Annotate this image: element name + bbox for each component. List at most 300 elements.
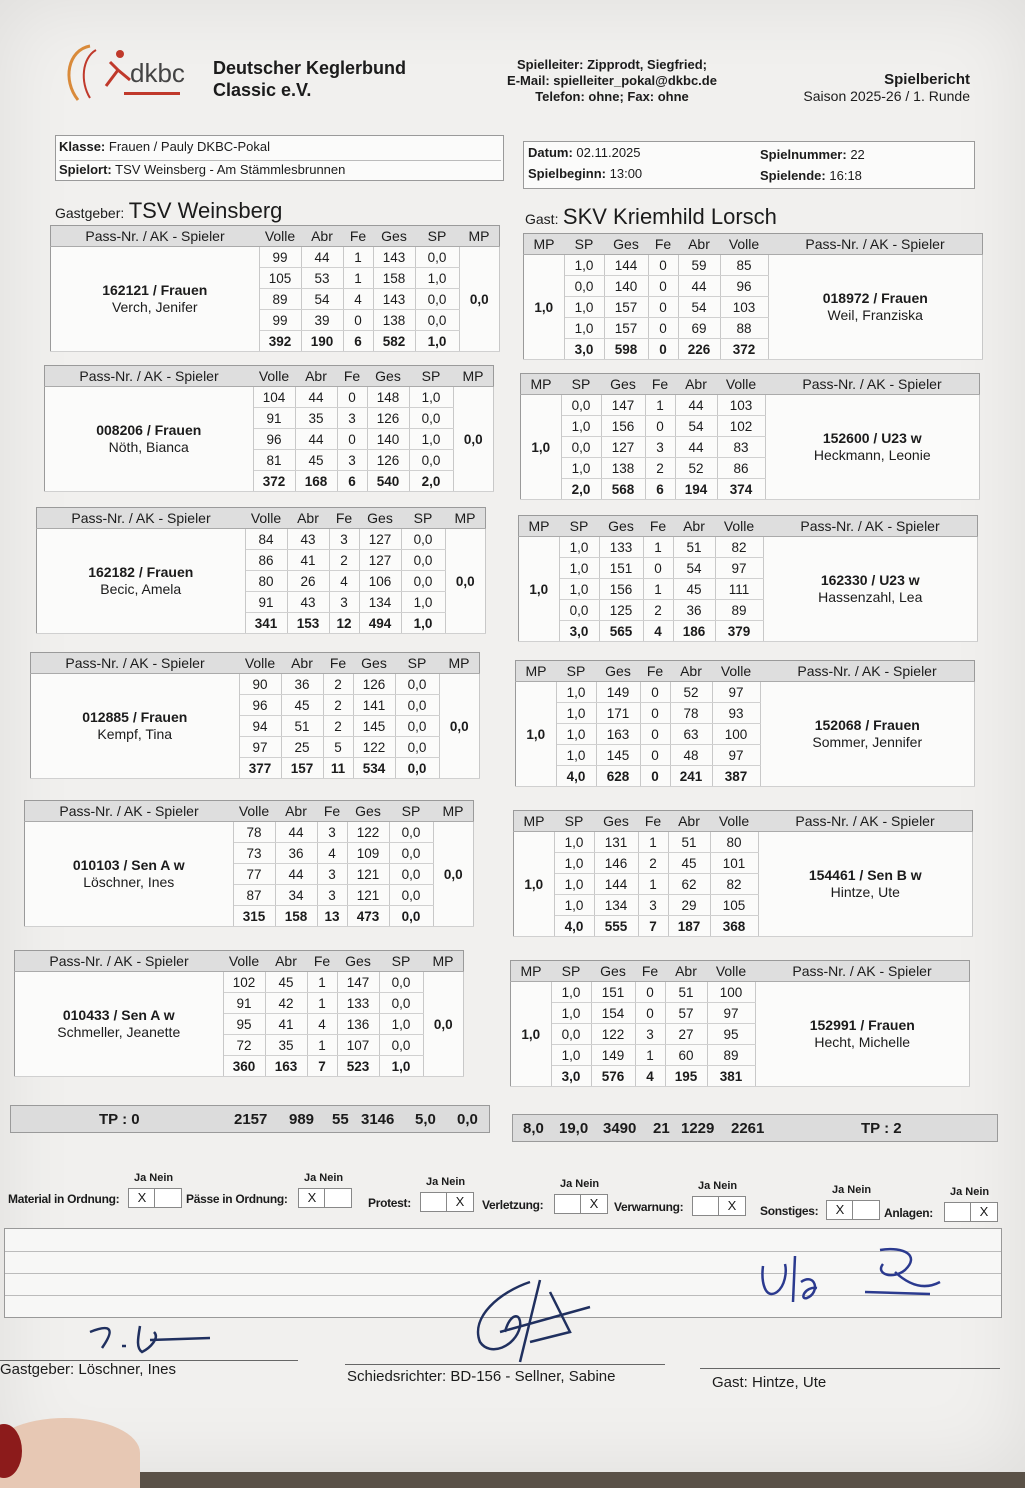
table-row [516, 682, 975, 703]
score-cell: 147 [601, 395, 645, 416]
column-header: Pass-Nr. / AK - Spieler [765, 374, 980, 395]
check-label: Sonstiges: [760, 1204, 819, 1218]
score-cell: 3 [638, 895, 668, 916]
score-cell: 43 [287, 529, 329, 550]
score-cell: 2 [323, 674, 353, 695]
column-header: Abr [265, 951, 307, 972]
column-header: Ges [359, 508, 401, 529]
score-cell: 101 [710, 853, 758, 874]
column-header: Fe [638, 811, 668, 832]
column-header: Pass-Nr. / AK - Spieler [37, 508, 246, 529]
checkbox-nein[interactable] [852, 1200, 880, 1220]
score-cell: 4 [343, 289, 373, 310]
checkbox-ja[interactable]: X [826, 1200, 854, 1220]
score-cell: 99 [259, 310, 301, 331]
column-header: Volle [712, 661, 760, 682]
column-header: Fe [329, 508, 359, 529]
score-cell: 42 [265, 993, 307, 1014]
column-header: Fe [343, 226, 373, 247]
score-cell: 145 [596, 745, 640, 766]
score-cell: 90 [239, 674, 281, 695]
score-cell: 163 [596, 724, 640, 745]
score-cell: 1 [307, 1035, 337, 1056]
score-cell: 1 [307, 972, 337, 993]
score-cell: 372 [720, 339, 768, 360]
score-cell: 96 [720, 276, 768, 297]
column-header: Ges [596, 661, 640, 682]
checkbox-nein[interactable]: X [446, 1192, 474, 1212]
player-id: 154461 / Sen B w [808, 867, 922, 883]
player-cell [15, 972, 224, 1077]
datum-box: Datum: 02.11.2025 Spielbeginn: 13:00 Spielnummer: 22 Spielende: 16:18 [523, 141, 975, 189]
column-header: Fe [643, 516, 673, 537]
score-cell: 151 [599, 558, 643, 579]
score-cell: 576 [591, 1066, 635, 1087]
column-header: Fe [640, 661, 670, 682]
score-cell: 51 [673, 537, 715, 558]
score-cell: 147 [337, 972, 379, 993]
score-cell: 13 [317, 906, 347, 927]
score-cell: 1,0 [409, 429, 453, 450]
score-cell: 141 [353, 695, 395, 716]
score-cell: 140 [604, 276, 648, 297]
score-cell: 6 [343, 331, 373, 352]
column-header: MP [459, 226, 500, 247]
score-cell: 97 [715, 558, 763, 579]
score-cell: 87 [233, 885, 275, 906]
away-player-table [510, 960, 970, 1087]
score-cell: 4 [635, 1066, 665, 1087]
checkbox-ja[interactable]: X [128, 1188, 156, 1208]
checkbox-ja[interactable] [554, 1194, 582, 1214]
ja-nein-label: Ja Nein [134, 1172, 174, 1184]
score-cell: 95 [223, 1014, 265, 1035]
score-cell: 4 [329, 571, 359, 592]
column-header: Pass-Nr. / AK - Spieler [755, 961, 970, 982]
score-cell: 0,0 [379, 993, 423, 1014]
column-header: MP [514, 811, 555, 832]
score-cell: 105 [710, 895, 758, 916]
score-cell: 187 [668, 916, 710, 937]
score-cell: 100 [712, 724, 760, 745]
klasse-box: Klasse: Frauen / Pauly DKBC-Pokal Spielort: TSV Weinsberg - Am Stämmlesbrunnen [55, 135, 504, 181]
mp-cell: 1,0 [519, 537, 560, 642]
column-header: Abr [301, 226, 343, 247]
checkbox-nein[interactable] [154, 1188, 182, 1208]
column-header: Abr [670, 661, 712, 682]
score-cell: 36 [281, 674, 323, 695]
column-header: Volle [253, 366, 295, 387]
score-cell: 534 [353, 758, 395, 779]
column-header: SP [564, 234, 604, 255]
column-header: Volle [710, 811, 758, 832]
score-cell: 0 [648, 297, 678, 318]
score-cell: 53 [301, 268, 343, 289]
home-team: Gastgeber: TSV Weinsberg [55, 198, 283, 223]
score-cell: 62 [668, 874, 710, 895]
column-header: Pass-Nr. / AK - Spieler [760, 661, 975, 682]
score-cell: 360 [223, 1056, 265, 1077]
score-cell: 96 [253, 429, 295, 450]
score-cell: 0,0 [389, 885, 433, 906]
score-cell: 0,0 [561, 395, 601, 416]
player-name: Sommer, Jennifer [812, 734, 923, 750]
column-header: Ges [373, 226, 415, 247]
table-row [514, 832, 973, 853]
column-header: Fe [307, 951, 337, 972]
score-cell: 102 [223, 972, 265, 993]
player-id: 152991 / Frauen [809, 1017, 915, 1033]
gastgeber-label: Gastgeber: Löschner, Ines [0, 1361, 176, 1378]
score-cell: 143 [373, 247, 415, 268]
score-cell: 0 [648, 318, 678, 339]
score-cell: 80 [245, 571, 287, 592]
score-cell: 1,0 [564, 297, 604, 318]
player-id: 152600 / U23 w [822, 430, 922, 446]
table-row [25, 822, 474, 843]
score-cell: 1,0 [554, 853, 594, 874]
home-player-table [30, 652, 480, 779]
score-cell: 77 [233, 864, 275, 885]
schiedsrichter-sigline [345, 1364, 665, 1365]
home-player-table [14, 950, 464, 1077]
score-cell: 153 [287, 613, 329, 634]
score-cell: 97 [239, 737, 281, 758]
score-cell: 86 [245, 550, 287, 571]
score-cell: 54 [673, 558, 715, 579]
column-header: SP [551, 961, 591, 982]
score-cell: 168 [295, 471, 337, 492]
score-cell: 0,0 [389, 906, 433, 927]
score-cell: 27 [665, 1024, 707, 1045]
score-cell: 156 [601, 416, 645, 437]
score-cell: 94 [239, 716, 281, 737]
column-header: SP [409, 366, 453, 387]
checkbox-nein[interactable] [324, 1188, 352, 1208]
score-cell: 51 [281, 716, 323, 737]
checkbox-ja[interactable] [420, 1192, 448, 1212]
column-header: Volle [233, 801, 275, 822]
score-cell: 145 [353, 716, 395, 737]
score-cell: 0,0 [395, 695, 439, 716]
checkbox-ja[interactable]: X [298, 1188, 326, 1208]
column-header: MP [511, 961, 552, 982]
score-cell: 35 [265, 1035, 307, 1056]
score-cell: 0,0 [395, 716, 439, 737]
score-cell: 1 [643, 537, 673, 558]
score-cell: 2 [638, 853, 668, 874]
score-cell: 6 [645, 479, 675, 500]
ja-nein-label: Ja Nein [560, 1178, 600, 1190]
column-header: Fe [317, 801, 347, 822]
score-cell: 97 [712, 745, 760, 766]
score-cell: 41 [287, 550, 329, 571]
column-header: Abr [287, 508, 329, 529]
score-cell: 78 [233, 822, 275, 843]
gastgeber-signature [80, 1318, 220, 1363]
score-cell: 111 [715, 579, 763, 600]
score-cell: 138 [601, 458, 645, 479]
score-cell: 127 [601, 437, 645, 458]
score-cell: 81 [253, 450, 295, 471]
column-header: Volle [259, 226, 301, 247]
score-cell: 568 [601, 479, 645, 500]
score-cell: 52 [675, 458, 717, 479]
table-row [521, 395, 980, 416]
player-id: 010103 / Sen A w [72, 857, 185, 873]
score-cell: 57 [665, 1003, 707, 1024]
check-label: Material in Ordnung: [8, 1192, 120, 1206]
player-id: 152068 / Frauen [814, 717, 920, 733]
score-cell: 158 [275, 906, 317, 927]
score-cell: 523 [337, 1056, 379, 1077]
ja-nein-label: Ja Nein [426, 1176, 466, 1188]
score-cell: 149 [591, 1045, 635, 1066]
player-cell [31, 674, 240, 779]
score-cell: 0,0 [409, 408, 453, 429]
dkbc-logo [60, 40, 190, 110]
score-cell: 60 [665, 1045, 707, 1066]
score-cell: 93 [712, 703, 760, 724]
score-cell: 89 [259, 289, 301, 310]
table-header [25, 801, 474, 822]
score-cell: 1,0 [561, 458, 601, 479]
score-cell: 51 [665, 982, 707, 1003]
score-cell: 3 [317, 864, 347, 885]
score-cell: 146 [594, 853, 638, 874]
player-id: 162182 / Frauen [88, 564, 194, 580]
score-cell: 0,0 [415, 289, 459, 310]
score-cell: 1,0 [559, 579, 599, 600]
player-name: Heckmann, Leonie [813, 447, 931, 463]
score-cell: 379 [715, 621, 763, 642]
score-cell: 3 [645, 437, 675, 458]
score-cell: 1,0 [559, 537, 599, 558]
score-cell: 80 [710, 832, 758, 853]
score-cell: 72 [223, 1035, 265, 1056]
score-cell: 154 [591, 1003, 635, 1024]
score-cell: 2,0 [409, 471, 453, 492]
player-cell [51, 247, 260, 352]
table-header [524, 234, 983, 255]
column-header: SP [379, 951, 423, 972]
table-header [514, 811, 973, 832]
mp-cell: 1,0 [514, 832, 555, 937]
score-cell: 156 [599, 579, 643, 600]
score-cell: 126 [367, 408, 409, 429]
column-header: Volle [239, 653, 281, 674]
score-cell: 138 [373, 310, 415, 331]
score-cell: 54 [678, 297, 720, 318]
score-cell: 103 [717, 395, 765, 416]
column-header: Abr [668, 811, 710, 832]
column-header: Ges [347, 801, 389, 822]
score-cell: 372 [253, 471, 295, 492]
score-cell: 241 [670, 766, 712, 787]
score-cell: 121 [347, 864, 389, 885]
score-cell: 97 [707, 1003, 755, 1024]
home-player-table [36, 507, 486, 634]
score-cell: 0,0 [551, 1024, 591, 1045]
column-header: SP [395, 653, 439, 674]
player-name: Löschner, Ines [83, 874, 175, 890]
player-cell [37, 529, 246, 634]
column-header: Ges [353, 653, 395, 674]
score-cell: 598 [604, 339, 648, 360]
column-header: Abr [673, 516, 715, 537]
score-cell: 377 [239, 758, 281, 779]
score-cell: 1,0 [409, 387, 453, 408]
check-label: Verletzung: [482, 1198, 544, 1212]
score-cell: 91 [245, 592, 287, 613]
score-cell: 1,0 [401, 613, 445, 634]
column-header: Volle [720, 234, 768, 255]
player-name: Nöth, Bianca [108, 439, 189, 455]
score-cell: 0 [648, 276, 678, 297]
column-header: Ges [599, 516, 643, 537]
check-label: Anlagen: [884, 1206, 933, 1220]
score-cell: 0,0 [395, 737, 439, 758]
score-cell: 3 [317, 885, 347, 906]
column-header: Abr [275, 801, 317, 822]
player-name: Hintze, Ute [830, 884, 900, 900]
score-cell: 0 [640, 745, 670, 766]
player-name: Becic, Amela [100, 581, 182, 597]
player-name: Weil, Franziska [827, 307, 923, 323]
checkbox-ja[interactable] [944, 1202, 972, 1222]
score-cell: 45 [673, 579, 715, 600]
score-cell: 171 [596, 703, 640, 724]
score-cell: 1,0 [551, 1003, 591, 1024]
score-cell: 0 [648, 339, 678, 360]
score-cell: 48 [670, 745, 712, 766]
score-cell: 0,0 [389, 822, 433, 843]
score-cell: 43 [287, 592, 329, 613]
ja-nein-label: Ja Nein [698, 1180, 738, 1192]
score-cell: 45 [668, 853, 710, 874]
score-cell: 0,0 [564, 276, 604, 297]
checkbox-nein[interactable]: X [970, 1202, 998, 1222]
checkbox-ja[interactable] [692, 1196, 720, 1216]
score-cell: 0 [640, 766, 670, 787]
score-cell: 140 [367, 429, 409, 450]
score-cell: 0 [337, 429, 367, 450]
score-cell: 157 [604, 318, 648, 339]
score-cell: 88 [720, 318, 768, 339]
score-cell: 195 [665, 1066, 707, 1087]
score-cell: 109 [347, 843, 389, 864]
table-header [37, 508, 486, 529]
away-player-table [523, 233, 983, 360]
score-cell: 0 [635, 1003, 665, 1024]
ja-nein-label: Ja Nein [832, 1184, 872, 1196]
column-header: Ges [604, 234, 648, 255]
score-cell: 1 [638, 874, 668, 895]
score-cell: 131 [594, 832, 638, 853]
column-header: MP [521, 374, 562, 395]
score-cell: 85 [720, 255, 768, 276]
column-header: SP [559, 516, 599, 537]
checkbox-nein[interactable]: X [580, 1194, 608, 1214]
score-cell: 44 [678, 276, 720, 297]
score-cell: 102 [717, 416, 765, 437]
table-header [15, 951, 464, 972]
ja-nein-label: Ja Nein [304, 1172, 344, 1184]
score-cell: 190 [301, 331, 343, 352]
checkbox-nein[interactable]: X [718, 1196, 746, 1216]
org-name: Deutscher Keglerbund Classic e.V. [213, 58, 407, 100]
score-cell: 84 [245, 529, 287, 550]
column-header: Volle [707, 961, 755, 982]
score-cell: 1,0 [561, 416, 601, 437]
score-cell: 149 [596, 682, 640, 703]
mp-cell: 0,0 [459, 247, 500, 352]
score-cell: 82 [710, 874, 758, 895]
score-cell: 44 [295, 387, 337, 408]
score-cell: 186 [673, 621, 715, 642]
column-header: SP [401, 508, 445, 529]
column-header: Fe [323, 653, 353, 674]
column-header: MP [516, 661, 557, 682]
player-name: Kempf, Tina [97, 726, 173, 742]
score-cell: 1 [635, 1045, 665, 1066]
column-header: Pass-Nr. / AK - Spieler [15, 951, 224, 972]
column-header: Abr [281, 653, 323, 674]
score-cell: 2 [323, 695, 353, 716]
score-cell: 3 [337, 450, 367, 471]
score-cell: 0,0 [415, 310, 459, 331]
gast-label: Gast: Hintze, Ute [712, 1374, 827, 1391]
score-cell: 1,0 [551, 982, 591, 1003]
score-cell: 0,0 [561, 437, 601, 458]
player-cell [755, 982, 970, 1087]
player-cell [25, 822, 234, 927]
contact-block: Spielleiter: Zipprodt, Siegfried; E-Mail: spielleiter_pokal@dkbc.de Telefon: ohne; Fax: ohne [507, 57, 717, 104]
score-cell: 0,0 [389, 843, 433, 864]
score-cell: 3 [635, 1024, 665, 1045]
score-cell: 1 [307, 993, 337, 1014]
score-cell: 1,0 [564, 318, 604, 339]
score-cell: 143 [373, 289, 415, 310]
column-header: MP [433, 801, 474, 822]
player-id: 162330 / U23 w [820, 572, 920, 588]
score-cell: 1 [643, 579, 673, 600]
gast-signature [755, 1242, 945, 1312]
score-cell: 628 [596, 766, 640, 787]
away-player-table [515, 660, 975, 787]
score-cell: 163 [265, 1056, 307, 1077]
table-header [519, 516, 978, 537]
score-cell: 0 [635, 982, 665, 1003]
mp-cell: 0,0 [433, 822, 474, 927]
player-cell [765, 395, 980, 500]
score-cell: 134 [594, 895, 638, 916]
mp-cell: 1,0 [521, 395, 562, 500]
score-cell: 78 [670, 703, 712, 724]
table-row [31, 674, 480, 695]
score-cell: 0 [645, 416, 675, 437]
score-cell: 1,0 [401, 592, 445, 613]
mp-cell: 1,0 [524, 255, 565, 360]
player-cell [758, 832, 973, 937]
away-player-table [513, 810, 973, 937]
score-cell: 100 [707, 982, 755, 1003]
score-cell: 86 [717, 458, 765, 479]
mp-cell: 0,0 [453, 387, 494, 492]
column-header: Pass-Nr. / AK - Spieler [51, 226, 260, 247]
score-cell: 44 [675, 395, 717, 416]
score-cell: 1,0 [556, 703, 596, 724]
